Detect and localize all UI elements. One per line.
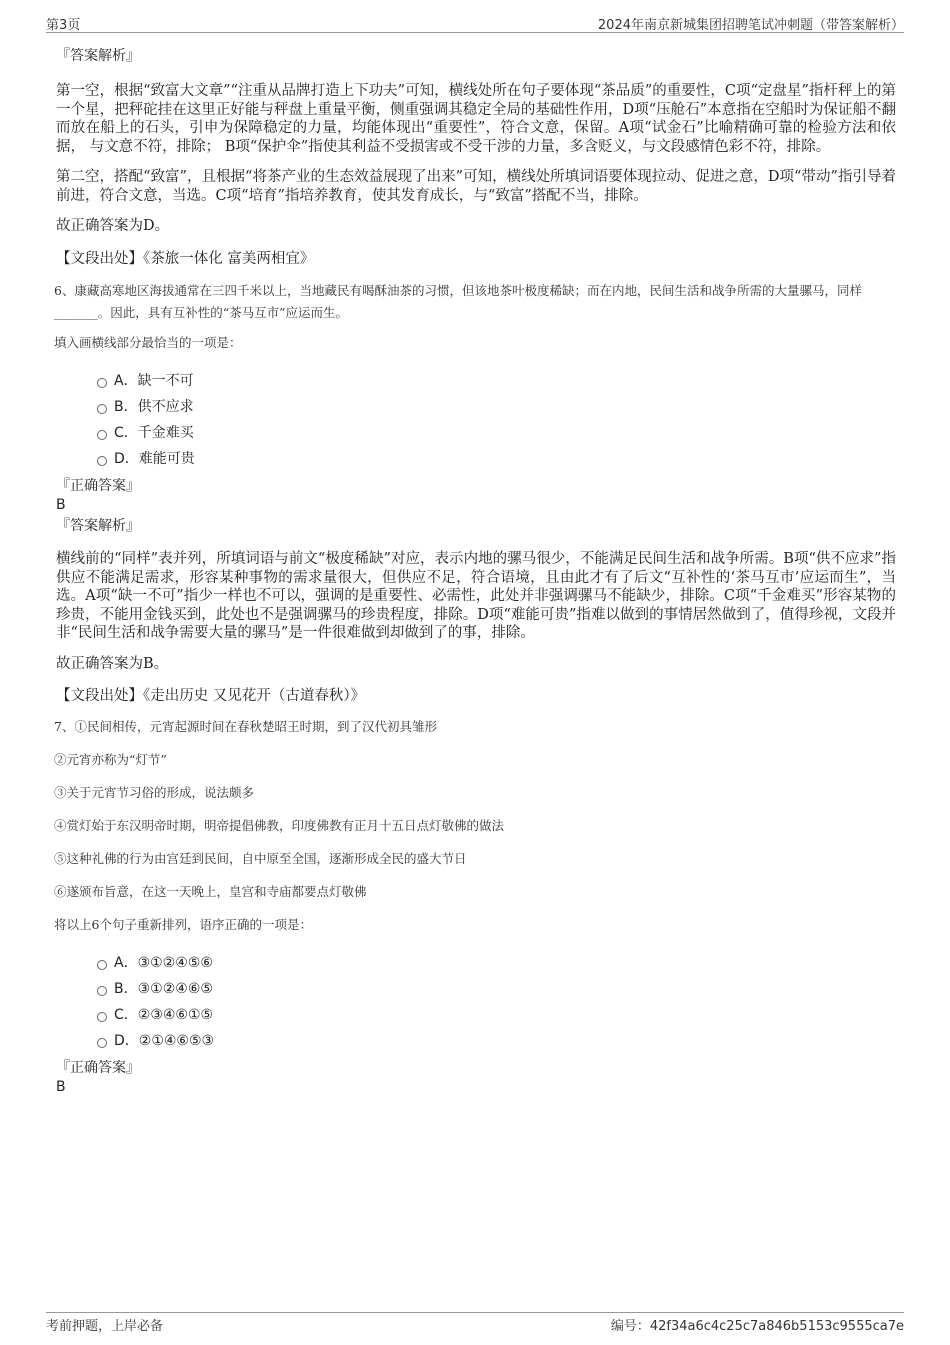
- radio-icon[interactable]: [97, 430, 107, 440]
- option-text: 供不应求: [137, 399, 194, 415]
- q6-answer-label: 『正确答案』: [56, 478, 140, 494]
- option-text: ②①④⑥⑤③: [138, 1032, 215, 1049]
- q7-option-c[interactable]: [56, 1002, 896, 1028]
- q7-answer-label: 『正确答案』: [56, 1059, 140, 1076]
- q7-option-b[interactable]: [56, 976, 896, 1002]
- q6-conclusion: 故正确答案为B。: [56, 655, 169, 672]
- radio-icon[interactable]: [97, 1038, 107, 1048]
- q7-prompt: 将以上6个句子重新排列，语序正确的一项是：: [54, 916, 312, 932]
- q6-source: 【文段出处】《走出历史 又见花开（古道春秋）》: [56, 688, 366, 704]
- q6-stem: 6、康藏高寒地区海拔通常在三四千米以上，当地藏民有喝酥油茶的习惯，但该地茶叶极度稀缺；而在内地，民间生活和战争所需的大量骡马，同样_______。因此，具有互补性的“茶马互市”应运而生。: [54, 283, 862, 320]
- radio-icon[interactable]: [97, 404, 107, 414]
- option-letter: B．: [114, 980, 138, 997]
- page-content: [56, 44, 896, 1096]
- q5-conclusion: 故正确答案为D。: [56, 218, 170, 234]
- q5-analysis-paragraph-2: 第二空，搭配“致富”，且根据“将茶产业的生态效益展现了出来”可知，横线处所填词语要体现拉动、促进之意，D项“带动”指引导着前进，符合文意，当选。C项“培育”指培养教育，使其发育成长，与“致富”搭配不当，排除。: [56, 169, 896, 204]
- q6-analysis: 横线前的“同样”表并列，所填词语与前文“极度稀缺”对应，表示内地的骡马很少，不能满足民间生活和战争所需。B项“供不应求”指供应不能满足需求，形容某种事物的需求量很大，但供应不足，符合语境，且由此才有了后文“互补性的‘茶马互市’应运而生”，当选。A项“缺一不可”指少一样也不可以，强调的是重要性、必需性，此处并非强调骡马不能缺少，排除。C项“千金难买”形容某物的珍贵，不能用金钱买到，此处也不是强调骡马的珍贵程度，排除。D项“难能可贵”指难以做到的事情居然做到了，值得珍视，文段并非“民间生活和战争需要大量的骡马”是一件很难做到却做到了的事，排除。: [56, 551, 896, 641]
- option-text: 缺一不可: [137, 373, 194, 389]
- option-text: ③①②④⑤⑥: [137, 954, 213, 971]
- q6-option-c[interactable]: [56, 420, 896, 446]
- option-text: 难能可贵: [138, 451, 195, 467]
- option-letter: D．: [114, 1032, 139, 1049]
- q6-options: [56, 368, 896, 472]
- q7-sentence-4: ④赏灯始于东汉明帝时期，明帝提倡佛教，印度佛教有正月十五日点灯敬佛的做法: [54, 817, 505, 833]
- page-footer: [46, 1312, 904, 1335]
- q6-option-b[interactable]: [56, 394, 896, 420]
- radio-icon[interactable]: [97, 456, 107, 466]
- document-serial: 编号：42f34a6c4c25c7a846b5153c9555ca7e: [610, 1319, 904, 1334]
- option-letter: D．: [114, 451, 139, 467]
- option-letter: B．: [114, 399, 138, 415]
- radio-icon[interactable]: [97, 986, 107, 996]
- footer-slogan: 考前押题，上岸必备: [46, 1319, 164, 1334]
- option-letter: A．: [114, 373, 138, 389]
- q7-sentence-3: ③关于元宵节习俗的形成，说法颇多: [54, 784, 255, 800]
- q6-prompt: 填入画横线部分最恰当的一项是：: [54, 335, 242, 350]
- q7-sentence-1: 7、①民间相传，元宵起源时间在春秋楚昭王时期，到了汉代初具雏形: [54, 718, 437, 734]
- page-header: [46, 14, 904, 33]
- q5-analysis-paragraph-1: 第一空，根据“致富大文章”“注重从品牌打造上下功夫”可知，横线处所在句子要体现“茶品质”的重要性，C项“定盘星”指杆秤上的第一个星，把秤砣挂在这里正好能与秤盘上重量平衡，侧重强调其稳定全局的基础性作用，D项“压舱石”本意指在空船时为保证船不翻而放在船上的石头，引申为保障稳定的力量，均能体现出“重要性”，符合文意，保留。A项“试金石”比喻精确可靠的检验方法和依据， 与文意不符，排除； B项“保护伞”指使其利益不受损害或不受干涉的力量，多含贬义，与文段感情色彩不符，排除。: [56, 83, 896, 155]
- q7-sentence-6: ⑥遂颁布旨意，在这一天晚上，皇宫和寺庙都要点灯敬佛: [54, 883, 367, 899]
- q7-answer: B: [56, 1078, 66, 1095]
- radio-icon[interactable]: [97, 1012, 107, 1022]
- q7-sentence-2: ②元宵亦称为“灯节”: [54, 751, 167, 767]
- q7-option-d[interactable]: [56, 1028, 896, 1054]
- radio-icon[interactable]: [97, 960, 107, 970]
- option-letter: C．: [114, 425, 138, 441]
- option-letter: A．: [114, 954, 138, 971]
- document-title: 2024年南京新城集团招聘笔试冲刺题（带答案解析）: [597, 18, 904, 33]
- q7-option-a[interactable]: [56, 950, 896, 976]
- q5-analysis-label: 『答案解析』: [56, 48, 140, 64]
- option-letter: C．: [114, 1006, 138, 1023]
- radio-icon[interactable]: [97, 378, 107, 388]
- option-text: ②③④⑥①⑤: [137, 1006, 214, 1023]
- q7-sentence-5: ⑤这种礼佛的行为由宫廷到民间，自中原至全国，逐渐形成全民的盛大节日: [54, 850, 467, 866]
- q7-options: [56, 950, 896, 1054]
- page-number: 第3页: [46, 18, 81, 33]
- option-text: 千金难买: [137, 425, 194, 441]
- q6-answer: B: [56, 497, 66, 513]
- option-text: ③①②④⑥⑤: [137, 980, 213, 997]
- q5-source: 【文段出处】《茶旅一体化 富美两相宜》: [56, 250, 315, 267]
- q6-analysis-label: 『答案解析』: [56, 518, 140, 534]
- q6-option-a[interactable]: [56, 368, 896, 394]
- q6-option-d[interactable]: [56, 446, 896, 472]
